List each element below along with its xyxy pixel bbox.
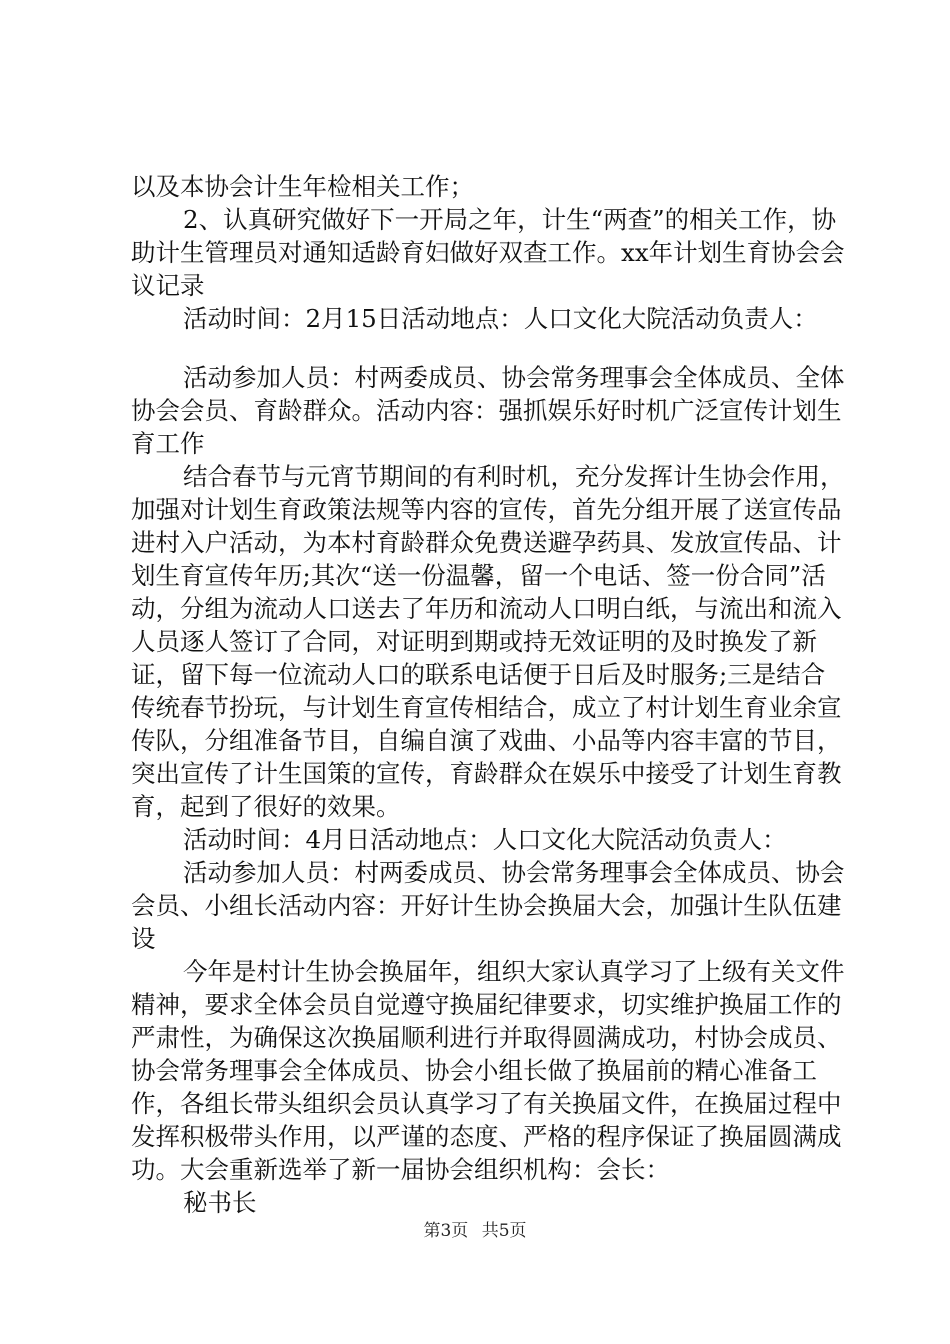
- paragraph-9: 秘书长: [183, 1188, 257, 1217]
- page-footer: [0, 1220, 950, 1242]
- paragraph-1: 以及本协会计生年检相关工作；: [131, 172, 474, 201]
- paragraph-2: 2、认真研究做好下一开局之年，计生“两查”的相关工作，协助计生管理员对通知适龄育妇做好双查工作。xx年计划生育协会会议记录: [131, 205, 845, 300]
- paragraph-6: 活动时间：4月日活动地点：人口文化大院活动负责人：: [183, 825, 787, 854]
- paragraph-3: 活动时间：2月15日活动地点：人口文化大院活动负责人：: [183, 304, 818, 333]
- paragraph-8: 今年是村计生协会换届年，组织大家认真学习了上级有关文件精神，要求全体会员自觉遵守换届纪律要求，切实维护换届工作的严肃性，为确保这次换届顺利进行并取得圆满成功，村协会成员、协会常务理事会全体成员、协会小组长做了换届前的精心准备工作，各组长带头组织会员认真学习了有关换届文件，在换届过程中发挥积极带头作用，以严谨的态度、严格的程序保证了换届圆满成功。大会重新选举了新一届协会组织机构：会长：: [131, 957, 845, 1184]
- page-number: 第3页: [423, 1221, 469, 1241]
- document-body: [131, 170, 846, 1219]
- total-pages: 共5页: [481, 1221, 527, 1241]
- paragraph-5: 结合春节与元宵节期间的有利时机，充分发挥计生协会作用，加强对计划生育政策法规等内容的宣传，首先分组开展了送宣传品进村入户活动，为本村育龄群众免费送避孕药具、发放宣传品、计划生育宣传年历;其次“送一份温馨，留一个电话、签一份合同”活动，分组为流动人口送去了年历和流动人口明白纸，与流出和流入人员逐人签订了合同，对证明到期或持无效证明的及时换发了新证，留下每一位流动人口的联系电话便于日后及时服务;三是结合传统春节扮玩，与计划生育宣传相结合，成立了村计划生育业余宣传队，分组准备节目，自编自演了戏曲、小品等内容丰富的节目，突出宣传了计生国策的宣传，育龄群众在娱乐中接受了计划生育教育，起到了很好的效果。: [131, 462, 845, 821]
- paragraph-4: 活动参加人员：村两委成员、协会常务理事会全体成员、全体协会会员、育龄群众。活动内容：强抓娱乐好时机广泛宣传计划生育工作: [131, 363, 845, 458]
- paragraph-7: 活动参加人员：村两委成员、协会常务理事会全体成员、协会会员、小组长活动内容：开好计生协会换届大会，加强计生队伍建设: [131, 858, 845, 953]
